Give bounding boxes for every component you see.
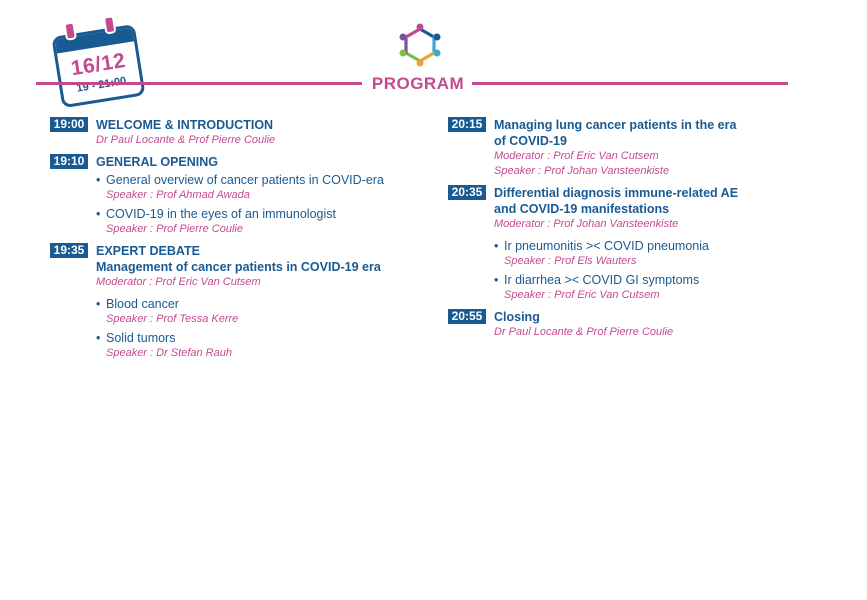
program-slot xyxy=(448,309,748,340)
slot-moderator: Moderator : Prof Eric Van Cutsem xyxy=(96,276,261,288)
program-slot xyxy=(50,117,400,148)
slot-title: Closing xyxy=(494,310,540,324)
program-left-column xyxy=(50,117,400,367)
talk-title: • Blood cancer xyxy=(96,296,400,312)
time-badge: 19:35 xyxy=(50,243,88,258)
calendar-ring-right xyxy=(103,15,117,34)
header-rule-left xyxy=(36,82,362,85)
program-slot xyxy=(50,154,400,237)
talk-speaker: Speaker : Prof Eric Van Cutsem xyxy=(504,289,660,301)
slot-title: WELCOME & INTRODUCTION xyxy=(96,118,274,132)
program-slot xyxy=(448,117,748,179)
talk-speaker: Speaker : Prof Ahmad Awada xyxy=(106,189,250,201)
talk-speaker: Speaker : Prof Pierre Coulie xyxy=(106,223,243,235)
slot-subtitle: Management of cancer patients in COVID-19 era xyxy=(96,260,381,274)
talk-title: • Ir pneumonitis >< COVID pneumonia xyxy=(494,238,748,254)
time-badge: 19:00 xyxy=(50,117,88,132)
slot-hosts: Dr Paul Locante & Prof Pierre Coulie xyxy=(96,134,276,146)
calendar-ring-left xyxy=(63,21,77,40)
program-right-column xyxy=(448,117,748,346)
talk-speaker: Speaker : Dr Stefan Rauh xyxy=(106,347,232,359)
slot-title: EXPERT DEBATE xyxy=(96,244,200,258)
time-badge: 20:55 xyxy=(448,309,486,324)
page-title: PROGRAM xyxy=(371,74,465,93)
time-badge: 20:15 xyxy=(448,117,486,132)
program-slot xyxy=(448,185,748,303)
slot-hosts: Dr Paul Locante & Prof Pierre Coulie xyxy=(494,326,674,338)
talk-title: • COVID-19 in the eyes of an immunologist xyxy=(96,206,400,222)
slot-moderator: Moderator : Prof Eric Van Cutsem xyxy=(494,150,659,162)
time-badge: 19:10 xyxy=(50,154,88,169)
talk-title: • Ir diarrhea >< COVID GI symptoms xyxy=(494,272,748,288)
talk-title: • General overview of cancer patients in COVID-era xyxy=(96,172,400,188)
event-date: 16/12 xyxy=(69,48,128,81)
slot-title: GENERAL OPENING xyxy=(96,155,219,169)
slot-title: Differential diagnosis immune-related AE and COVID-19 manifestations xyxy=(494,186,739,216)
time-badge: 20:35 xyxy=(448,185,486,200)
slot-speaker: Speaker : Prof Johan Vansteenkiste xyxy=(494,165,670,177)
header-rule-right xyxy=(472,82,788,85)
slot-moderator: Moderator : Prof Johan Vansteenkiste xyxy=(494,218,679,230)
talk-speaker: Speaker : Prof Els Wauters xyxy=(504,255,637,267)
logo-icon xyxy=(397,22,443,68)
talk-title: • Solid tumors xyxy=(96,330,400,346)
talk-speaker: Speaker : Prof Tessa Kerre xyxy=(106,313,239,325)
slot-title: Managing lung cancer patients in the era of COVID-19 xyxy=(494,118,737,148)
program-slot xyxy=(50,243,400,361)
calendar-icon xyxy=(50,18,147,108)
